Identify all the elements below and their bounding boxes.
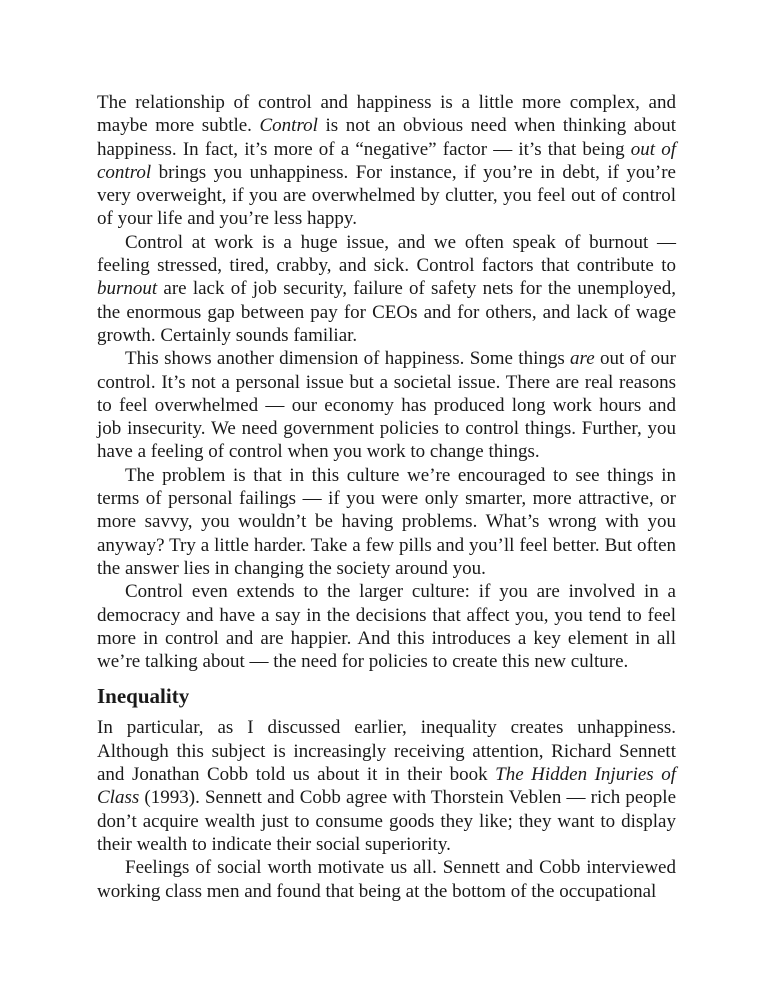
section-heading: Inequality <box>97 684 190 709</box>
text-run: out of our control. It’s not a personal issue but a societal issue. There are real reasons to feel overwhelmed — our economy has produced long work hours and job insecurity. We need government policies to control things. Further, you have a feeling of control when you work to change things. <box>97 348 676 463</box>
book-page <box>97 91 676 903</box>
italic-text: out of control <box>97 138 676 183</box>
italic-text: Control <box>259 115 318 137</box>
text-run: brings you unhappiness. For instance, if you’re in debt, if you’re very overweight, if you are overwhelmed by clutter, you feel out of control of your life and you’re less happy. <box>97 161 676 230</box>
text-run: Control even extends to the larger culture: if you are involved in a democracy and have a say in the decisions that affect you, you tend to feel more in control and are happier. And this introduces a key element in all we’re talking about — the need for policies to create this new culture. <box>97 581 676 673</box>
paragraph <box>97 231 676 347</box>
text-run: The relationship of control and happiness is a little more complex, and maybe more subtle. <box>97 92 676 137</box>
italic-text: are <box>570 348 595 370</box>
paragraph <box>97 91 676 231</box>
paragraph <box>97 464 676 580</box>
text-run: The problem is that in this culture we’re encouraged to see things in terms of personal failings — if you were only smarter, more attractive, or more savvy, you wouldn’t be having problems. What’s wrong with you anyway? Try a little harder. Take a few pills and you’ll feel better. But often the answer lies in changing the society around you. <box>97 464 676 579</box>
text-run: Control at work is a huge issue, and we often speak of burnout — feeling stressed, tired, crabby, and sick. Control factors that contribute to <box>97 231 676 277</box>
text-run: In particular, as I discussed earlier, inequality creates unhappiness. Although this subject is increasingly receiving attention, Richard Sennett and Jonathan Cobb told us about it in their book <box>97 717 676 786</box>
body-text-before <box>97 91 676 673</box>
paragraph <box>97 580 676 673</box>
italic-text: burnout <box>97 278 158 300</box>
text-run: This shows another dimension of happiness. Some things <box>125 348 571 370</box>
text-run: (1993). Sennett and Cobb agree with Thorstein Veblen — rich people don’t acquire wealth just to consume goods they like; they want to display their wealth to indicate their social superiority. <box>97 787 676 855</box>
paragraph <box>97 716 676 856</box>
italic-text: The Hidden Injuries of Class <box>97 764 676 809</box>
text-run: is not an obvious need when thinking about happiness. In fact, it’s more of a “negative” factor — it’s that being <box>97 115 676 160</box>
text-run: Feelings of social worth motivate us all. Sennett and Cobb interviewed working class men and found that being at the bottom of the occupational <box>97 857 676 902</box>
paragraph <box>97 347 676 463</box>
text-run: are lack of job security, failure of safety nets for the unemployed, the enormous gap between pay for CEOs and for others, and lack of wage growth. Certainly sounds familiar. <box>97 278 676 346</box>
body-text-after <box>97 716 676 902</box>
paragraph <box>97 856 676 903</box>
